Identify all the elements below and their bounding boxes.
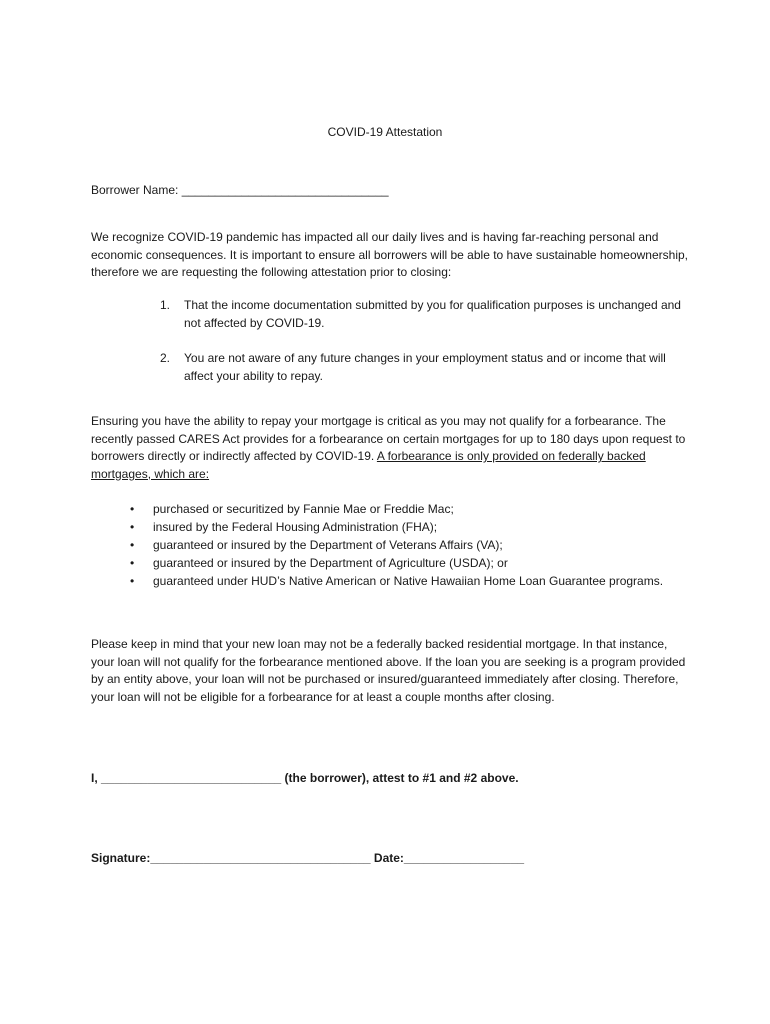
list-item-text: guaranteed under HUD’s Native American or Native Hawaiian Home Loan Guarantee programs. <box>153 574 664 588</box>
closing-paragraph: Please keep in mind that your new loan may not be a federally backed residential mortgage. In that instance, your loan will not qualify for the forbearance mentioned above. If the loan you are seeking is a program provided by an entity above, your loan will not be purchased or insured/guaranteed immediately after closing. Therefore, your loan will not be eligible for a forbearance for at least a couple months after closing. <box>91 637 686 704</box>
signature-date-line: Signature:_________________________________ Date:__________________ <box>91 851 525 865</box>
federally-backed-list <box>128 500 688 590</box>
borrower-attestation-line: I, ___________________________ (the borrower), attest to #1 and #2 above. <box>91 771 519 785</box>
item-text: You are not aware of any future changes in your employment status and or income that will affect your ability to repay. <box>184 351 666 383</box>
list-item-text: guaranteed or insured by the Department of Veterans Affairs (VA); <box>153 538 503 552</box>
numbered-list-item-1-container <box>160 296 690 332</box>
list-item-text: purchased or securitized by Fannie Mae or Freddie Mac; <box>153 502 454 516</box>
cares-act-paragraph <box>91 413 691 483</box>
numbered-item <box>160 349 690 385</box>
bullet-icon: • <box>130 574 135 588</box>
federally-backed-underlined-text: A forbearance is only provided on federally backed mortgages, which are: <box>91 449 646 481</box>
bullet-icon: • <box>130 520 135 534</box>
document-title: COVID-19 Attestation <box>327 125 443 139</box>
bullet-icon: • <box>130 502 135 516</box>
list-item <box>128 554 688 572</box>
list-item <box>128 536 688 554</box>
bullet-icon: • <box>130 538 135 552</box>
intro-paragraph: We recognize COVID-19 pandemic has impacted all our daily lives and is having far-reaching personal and economic consequences. It is important to ensure all borrowers will be able to have sustainable homeownership, therefore we are requesting the following attestation prior to closing: <box>91 230 688 279</box>
numbered-list-item-2-container <box>160 349 690 385</box>
list-item <box>128 518 688 536</box>
list-item <box>128 500 688 518</box>
bullet-icon: • <box>130 556 135 570</box>
cares-act-text: Ensuring you have the ability to repay your mortgage is critical as you may not qualify for a forbearance. The recently passed CARES Act provides for a forbearance on certain mortgages for up to 180 days upon request to borrowers directly or indirectly affected by COVID-19. <box>91 414 686 463</box>
numbered-item <box>160 296 690 332</box>
item-text: That the income documentation submitted by you for qualification purposes is unchanged and not affected by COVID-19. <box>184 298 681 330</box>
list-item-text: guaranteed or insured by the Department of Agriculture (USDA); or <box>153 556 508 570</box>
list-item <box>128 572 688 590</box>
item-number: 2. <box>160 351 171 365</box>
borrower-name-line: Borrower Name: _______________________________ <box>91 183 389 197</box>
item-number: 1. <box>160 298 171 312</box>
list-item-text: insured by the Federal Housing Administration (FHA); <box>153 520 438 534</box>
